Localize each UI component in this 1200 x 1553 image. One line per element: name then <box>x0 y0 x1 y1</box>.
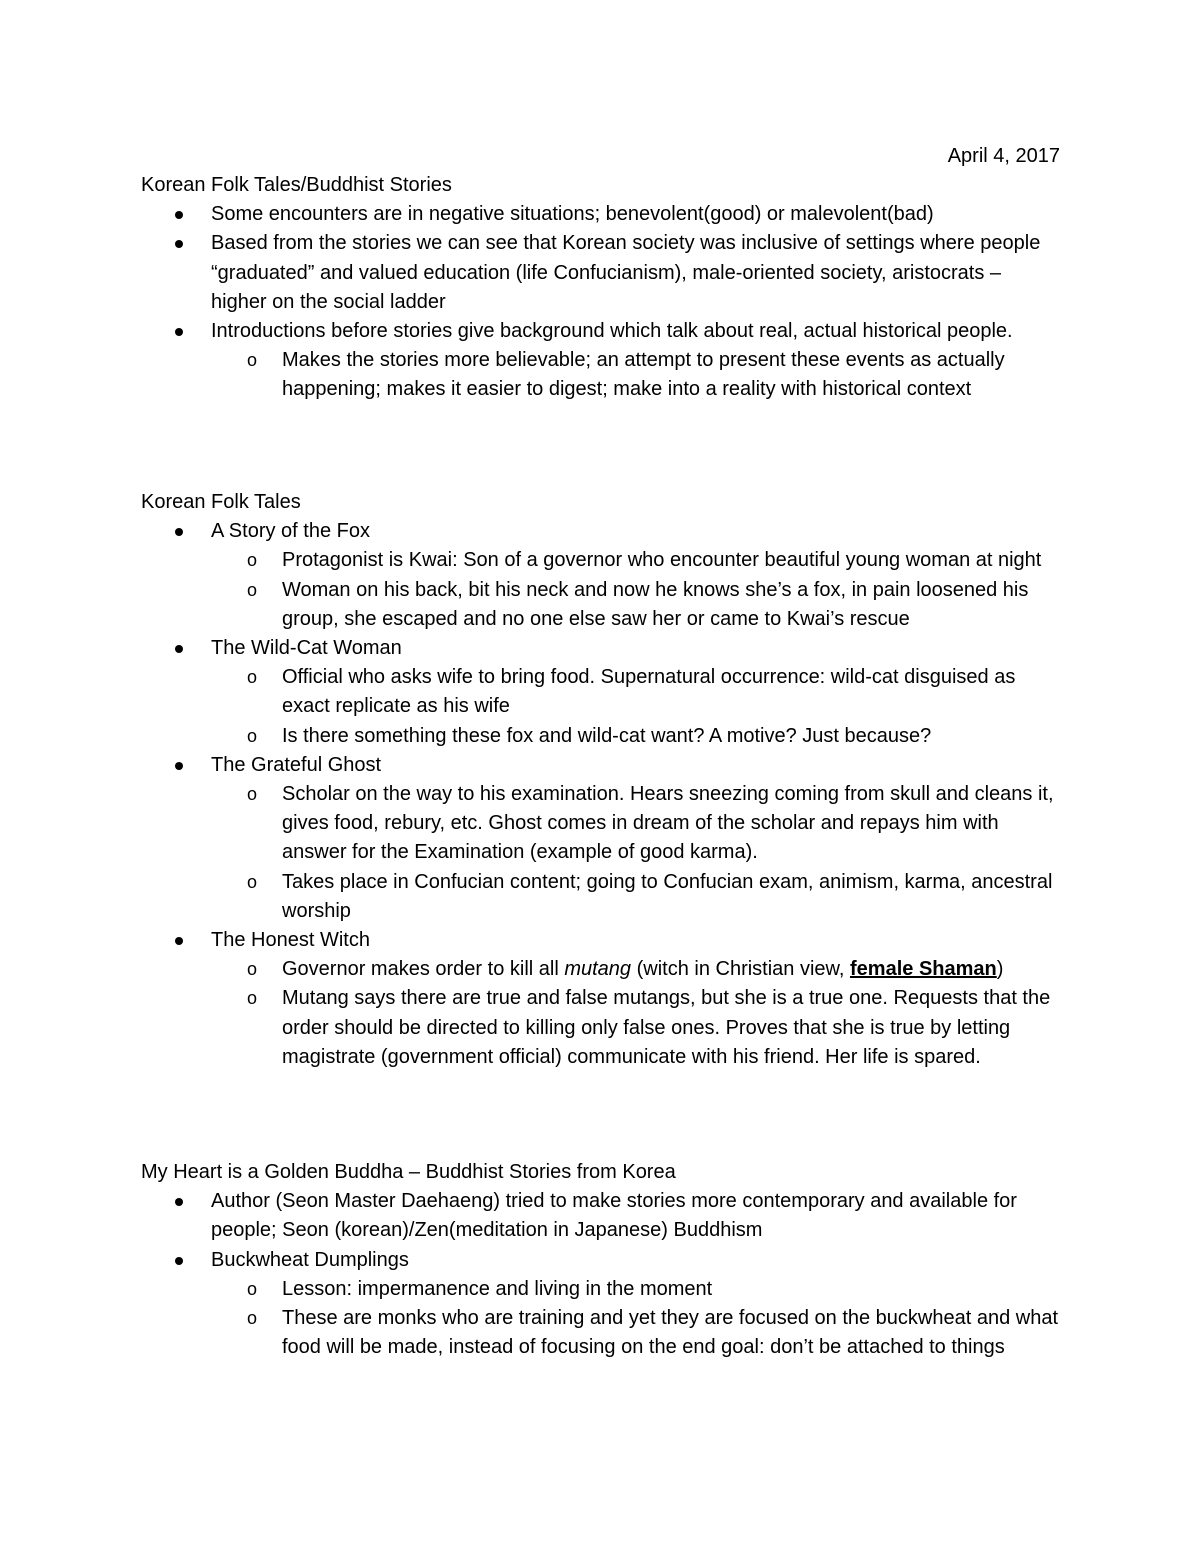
list-item-text: A Story of the Fox <box>211 520 370 543</box>
bullet-icon <box>175 211 183 219</box>
list-item <box>141 517 1061 546</box>
circle-bullet-icon: o <box>247 579 258 600</box>
bullet-icon <box>175 528 183 536</box>
section-heading: My Heart is a Golden Buddha – Buddhist Stories from Korea <box>141 1161 676 1183</box>
sub-item-text: Takes place in Confucian content; going to Confucian exam, animism, karma, ancestral worship <box>282 870 1053 922</box>
sub-item-text: Is there something these fox and wild-cat want? A motive? Just because? <box>282 724 932 747</box>
text-run: (witch in Christian view, <box>631 958 851 981</box>
section-golden-buddha <box>141 1158 1061 1362</box>
circle-bullet-icon: o <box>247 784 258 805</box>
bullet-icon <box>175 937 183 945</box>
bullet-icon <box>175 762 183 770</box>
circle-bullet-icon: o <box>247 350 258 371</box>
circle-bullet-icon: o <box>247 667 258 688</box>
section-korean-folk-tales <box>141 488 1061 1072</box>
list-item-text: Introductions before stories give background which talk about real, actual historical people. <box>211 320 1013 343</box>
list-item <box>141 1246 1061 1275</box>
sub-item-text: Makes the stories more believable; an attempt to present these events as actually happening; makes it easier to digest; make into a reality with historical context <box>282 349 1005 401</box>
list-item <box>141 229 1061 317</box>
section-heading: Korean Folk Tales <box>141 491 301 513</box>
sub-list-item <box>141 346 1061 404</box>
sub-item-text: Lesson: impermanence and living in the moment <box>282 1277 713 1300</box>
sub-item-text: Scholar on the way to his examination. Hears sneezing coming from skull and cleans it, gives food, rebury, etc. Ghost comes in dream of the scholar and repays him with answer for the Examination (example of good karma). <box>282 783 1054 864</box>
circle-bullet-icon: o <box>247 1308 258 1329</box>
circle-bullet-icon: o <box>247 871 258 892</box>
document-date: April 4, 2017 <box>947 145 1060 167</box>
sub-list-item <box>141 780 1061 868</box>
sub-list-item <box>141 576 1061 634</box>
bullet-list <box>141 1187 1061 1362</box>
sub-item-text <box>282 958 1003 980</box>
sub-list-item <box>141 1275 1061 1304</box>
sub-list-item <box>141 722 1061 751</box>
bullet-list <box>141 517 1061 1072</box>
text-run: ) <box>996 958 1004 981</box>
text-run: Governor makes order to kill all <box>282 958 565 981</box>
sub-list-item <box>141 663 1061 721</box>
list-item <box>141 634 1061 663</box>
sub-item-text: Official who asks wife to bring food. Supernatural occurrence: wild-cat disguised as exact replicate as his wife <box>282 666 1016 718</box>
list-item-text: Some encounters are in negative situations; benevolent(good) or malevolent(bad) <box>211 203 934 226</box>
sub-item-text: These are monks who are training and yet they are focused on the buckwheat and what food will be made, instead of focusing on the end goal: don’t be attached to things <box>282 1307 1059 1359</box>
bullet-icon <box>175 240 183 248</box>
mutang-italic-text: mutang <box>564 958 632 981</box>
sub-list-item <box>141 984 1061 1072</box>
list-item-text: The Honest Witch <box>211 929 370 952</box>
list-item <box>141 200 1061 229</box>
bullet-icon <box>175 328 183 336</box>
bullet-icon <box>175 1198 183 1206</box>
sub-list-item <box>141 1304 1061 1362</box>
circle-bullet-icon: o <box>247 988 258 1009</box>
circle-bullet-icon: o <box>247 550 258 571</box>
list-item <box>141 317 1061 346</box>
list-item-text: Based from the stories we can see that Korean society was inclusive of settings where people “graduated” and valued education (life Confucianism), male-oriented society, aristocrats – higher on the social ladder <box>211 232 1041 313</box>
circle-bullet-icon: o <box>247 959 258 980</box>
list-item-text: The Grateful Ghost <box>211 753 382 776</box>
bullet-icon <box>175 1257 183 1265</box>
list-item-text: Author (Seon Master Daehaeng) tried to make stories more contemporary and available for people; Seon (korean)/Zen(meditation in Japanese) Buddhism <box>211 1190 1017 1242</box>
bullet-icon <box>175 645 183 653</box>
section-folk-tales-buddhist <box>141 171 1061 405</box>
circle-bullet-icon: o <box>247 725 258 746</box>
list-item <box>141 751 1061 780</box>
list-item <box>141 1187 1061 1245</box>
female-shaman-underlined-text: female Shaman <box>850 958 997 981</box>
sub-item-text: Woman on his back, bit his neck and now he knows she’s a fox, in pain loosened his group, she escaped and no one else saw her or came to Kwai’s rescue <box>282 578 1029 630</box>
sub-list-item <box>141 546 1061 575</box>
circle-bullet-icon: o <box>247 1278 258 1299</box>
list-item <box>141 926 1061 955</box>
list-item-text: Buckwheat Dumplings <box>211 1248 409 1271</box>
sub-list-item <box>141 955 1061 984</box>
sub-item-text: Protagonist is Kwai: Son of a governor who encounter beautiful young woman at night <box>282 549 1042 572</box>
sub-list-item <box>141 868 1061 926</box>
list-item-text: The Wild-Cat Woman <box>211 637 402 660</box>
section-heading: Korean Folk Tales/Buddhist Stories <box>141 174 452 196</box>
sub-item-text: Mutang says there are true and false mutangs, but she is a true one. Requests that the order should be directed to killing only false ones. Proves that she is true by letting magistrate (government official) communicate with his friend. Her life is spared. <box>282 987 1051 1068</box>
bullet-list <box>141 200 1061 404</box>
